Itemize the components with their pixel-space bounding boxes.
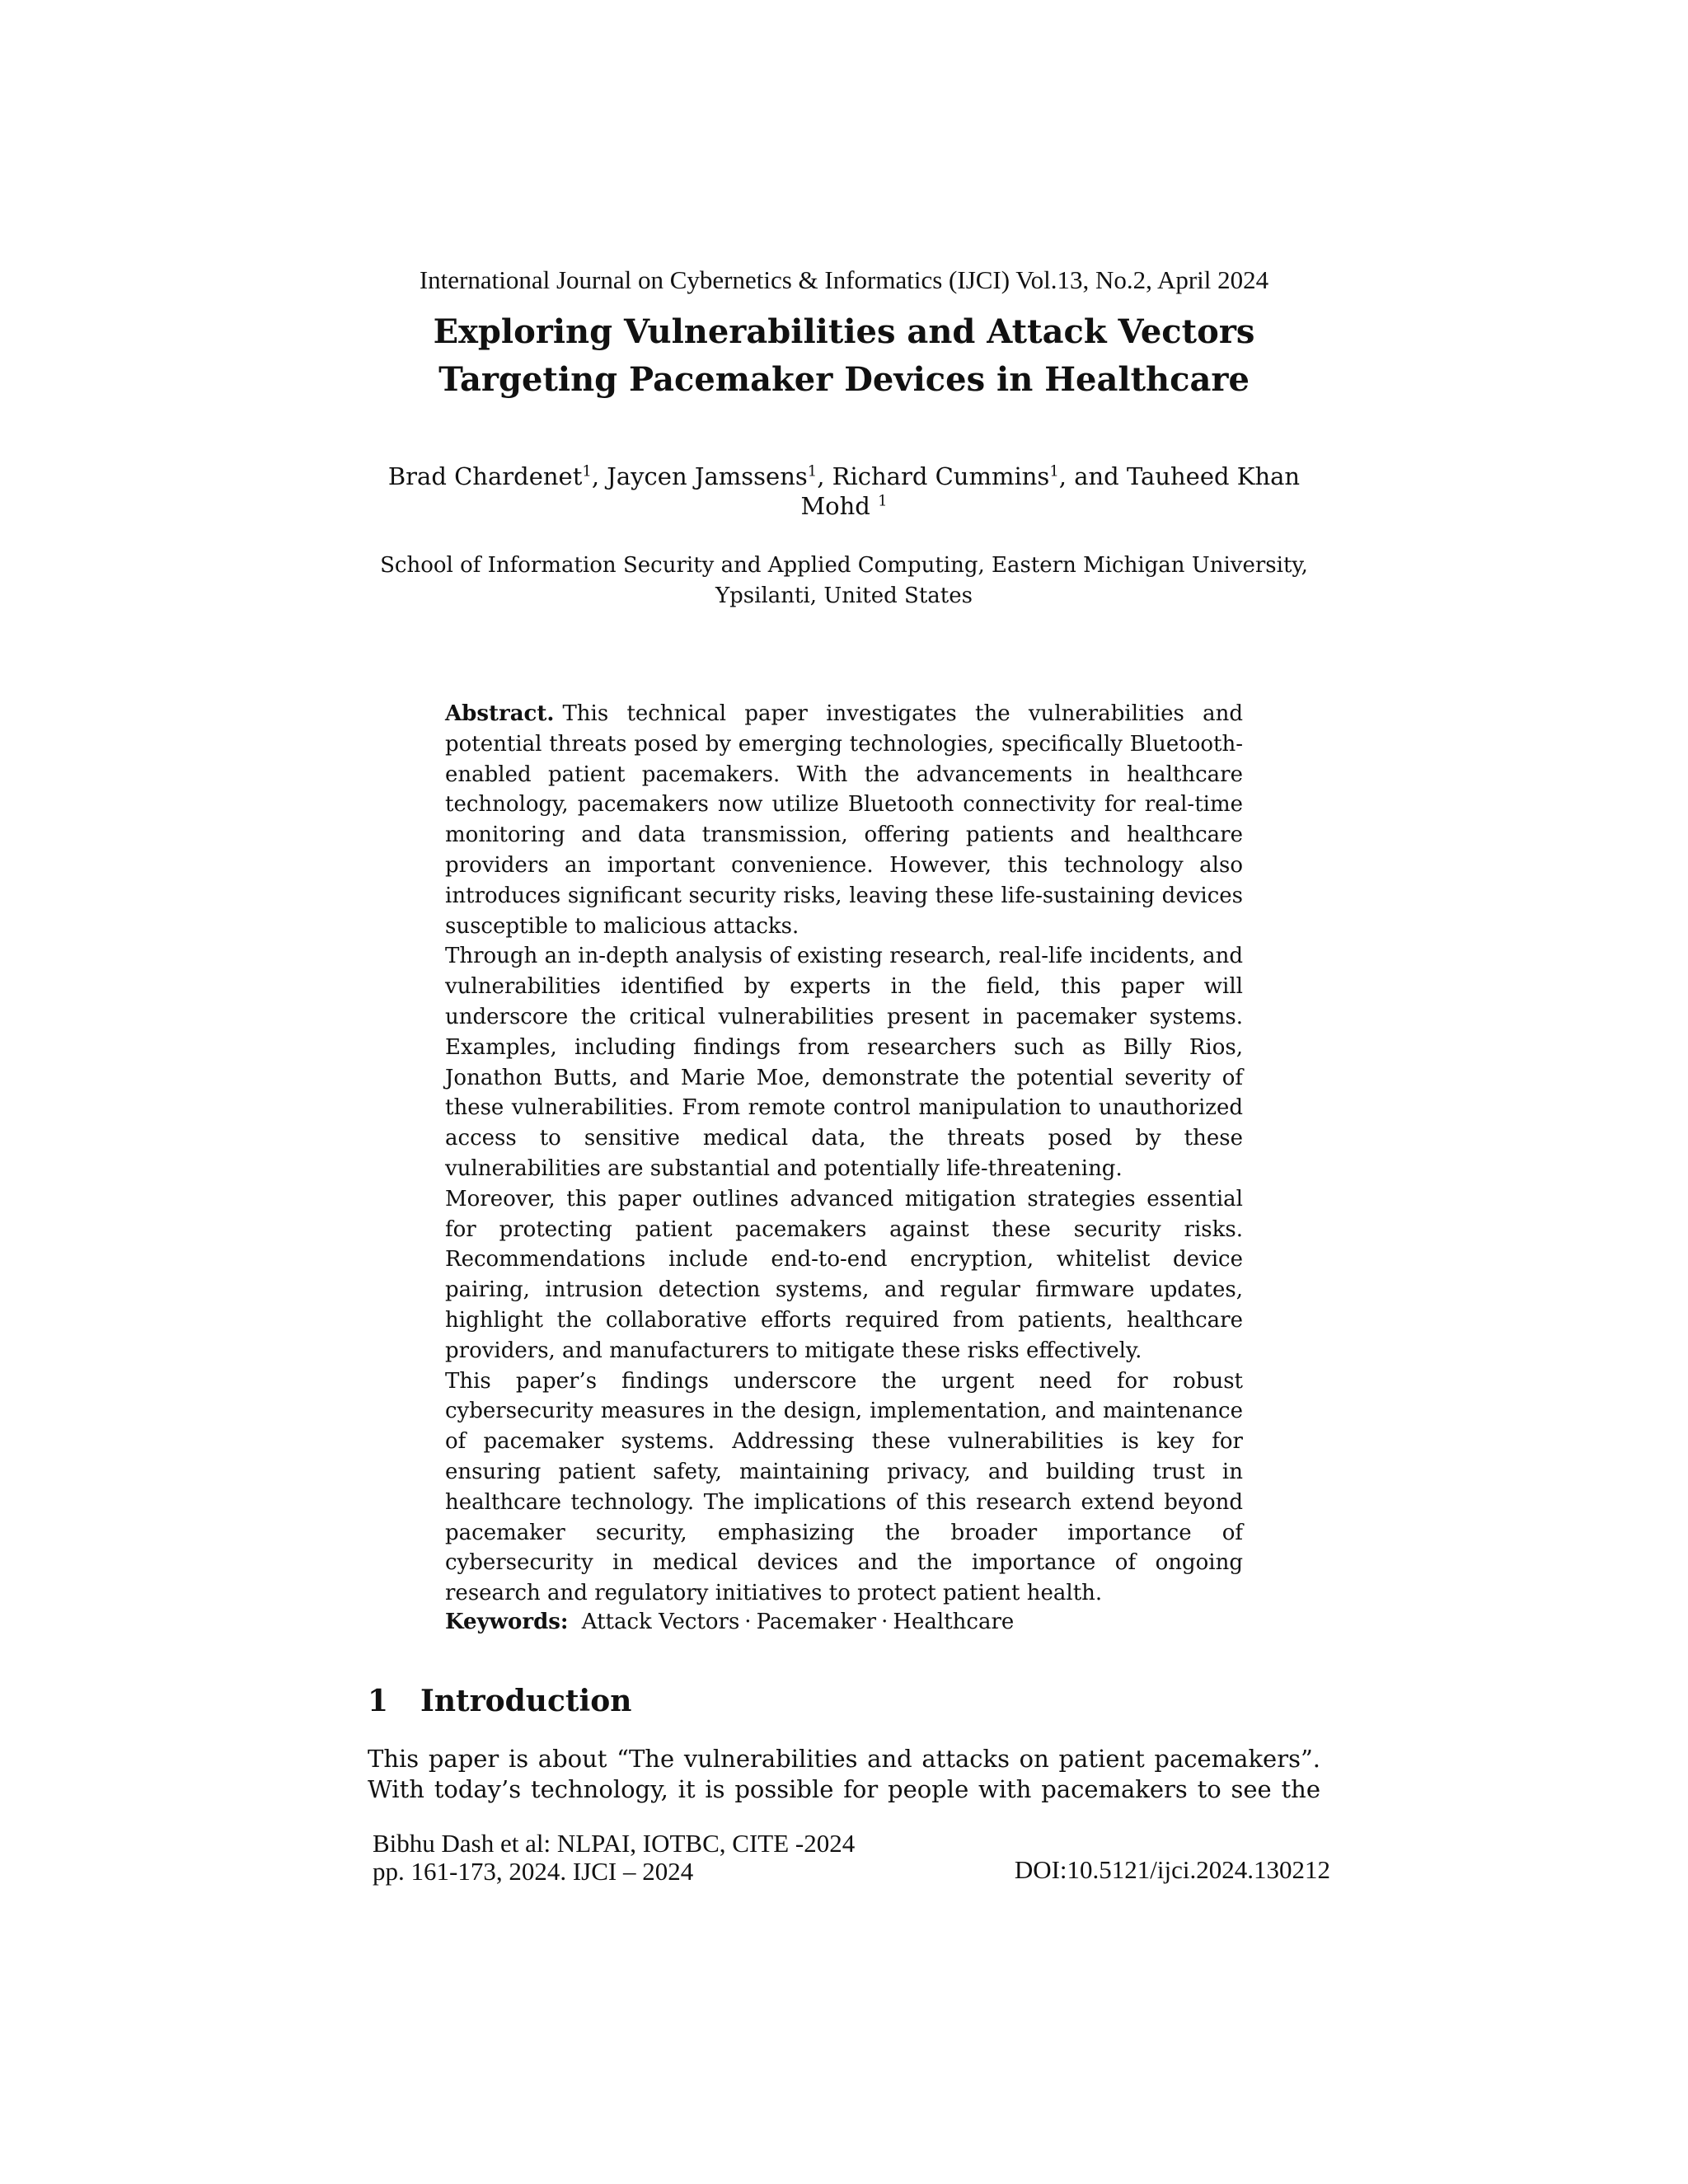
paper-title xyxy=(0,308,1688,404)
author-name: Mohd xyxy=(800,492,879,520)
footer-citation xyxy=(373,1830,855,1886)
footer-doi: DOI:10.5121/ijci.2024.130212 xyxy=(1014,1855,1330,1884)
author-separator: , xyxy=(591,462,607,490)
author-name: Richard Cummins xyxy=(832,462,1050,490)
title-line: Targeting Pacemaker Devices in Healthcare xyxy=(438,360,1250,399)
author-list xyxy=(354,462,1334,521)
author-name: Brad Chardenet xyxy=(387,462,583,490)
abstract-paragraph xyxy=(445,699,1243,941)
author-name: Jaycen Jamssens xyxy=(607,462,808,490)
section-heading xyxy=(368,1683,631,1719)
section-number: 1 xyxy=(368,1684,389,1718)
section-body xyxy=(368,1744,1320,1805)
abstract-paragraph: This paper’s findings underscore the urgent need for robust cybersecurity measures in the design, implementation, and maintenance of pacemaker systems. Addressing these vulnerabilities is key for ensuring patient safety, maintaining privacy, and building trust in healthcare technology. The implications of this research extend beyond pacemaker security, emphasizing the broader importance of cybersecurity in medical devices and the importance of ongoing research and regulatory initiatives to protect patient health. xyxy=(445,1368,1243,1606)
author-separator: , xyxy=(817,462,832,490)
keyword-separator: · xyxy=(881,1610,889,1634)
footer-line: Bibhu Dash et al: NLPAI, IOTBC, CITE -2024 xyxy=(373,1829,856,1858)
body-line: This paper is about “The vulnerabilities and attacks on patient pacemakers”. xyxy=(368,1745,1320,1773)
author-line xyxy=(354,491,1334,521)
author-line xyxy=(354,462,1334,491)
journal-header: International Journal on Cybernetics & Informatics (IJCI) Vol.13, No.2, April 2024 xyxy=(419,265,1269,294)
section-title: Introduction xyxy=(420,1684,632,1718)
author-name: , and Tauheed Khan xyxy=(1058,462,1301,490)
abstract-paragraph: Moreover, this paper outlines advanced mitigation strategies essential for protecting patient pacemakers against these security risks. Recommendations include end-to-end encryption, whitelist device pairing, intrusion detection systems, and regular firmware updates, highlight the collaborative efforts required from patients, healthcare providers, and manufacturers to mitigate these risks effectively. xyxy=(445,1186,1243,1363)
abstract-text: This technical paper investigates the vulnerabilities and potential threats posed by emerging technologies, specifically Bluetooth-enabled patient pacemakers. With the advancements in healthcare technology, pacemakers now utilize Bluetooth connectivity for real-time monitoring and data transmission, offering patients and healthcare providers an important convenience. However, this technology also introduces significant security risks, leaving these life-sustaining devices susceptible to malicious attacks. xyxy=(445,701,1243,939)
keyword: Pacemaker xyxy=(756,1610,877,1634)
affiliation-marker: 1 xyxy=(1049,462,1059,480)
affiliation-line: Ypsilanti, United States xyxy=(715,583,973,608)
footer-line: pp. 161-173, 2024. IJCI – 2024 xyxy=(373,1857,694,1886)
affiliation-line: School of Information Security and Applied Computing, Eastern Michigan University, xyxy=(380,553,1308,578)
affiliation-marker: 1 xyxy=(807,462,818,480)
keyword: Healthcare xyxy=(893,1610,1015,1634)
keyword-separator: · xyxy=(744,1610,752,1634)
keyword: Attack Vectors xyxy=(581,1610,740,1634)
affiliation-marker: 1 xyxy=(878,492,888,510)
affiliation-marker: 1 xyxy=(582,462,592,480)
body-line: With today’s technology, it is possible for people with pacemakers to see the xyxy=(368,1775,1320,1803)
keywords-label: Keywords: xyxy=(445,1610,569,1634)
abstract xyxy=(445,699,1243,1609)
keywords xyxy=(445,1607,1243,1637)
affiliation xyxy=(354,551,1334,612)
abstract-paragraph: Through an in-depth analysis of existing research, real-life incidents, and vulnerabilities identified by experts in the field, this paper will underscore the critical vulnerabilities present in pacemaker systems. Examples, including findings from researchers such as Billy Rios, Jonathon Butts, and Marie Moe, demonstrate the potential severity of these vulnerabilities. From remote control manipulation to unauthorized access to sensitive medical data, the threats posed by these vulnerabilities are substantial and potentially life-threatening. xyxy=(445,944,1243,1181)
abstract-label: Abstract. xyxy=(445,701,555,726)
title-line: Exploring Vulnerabilities and Attack Vectors xyxy=(433,312,1255,351)
